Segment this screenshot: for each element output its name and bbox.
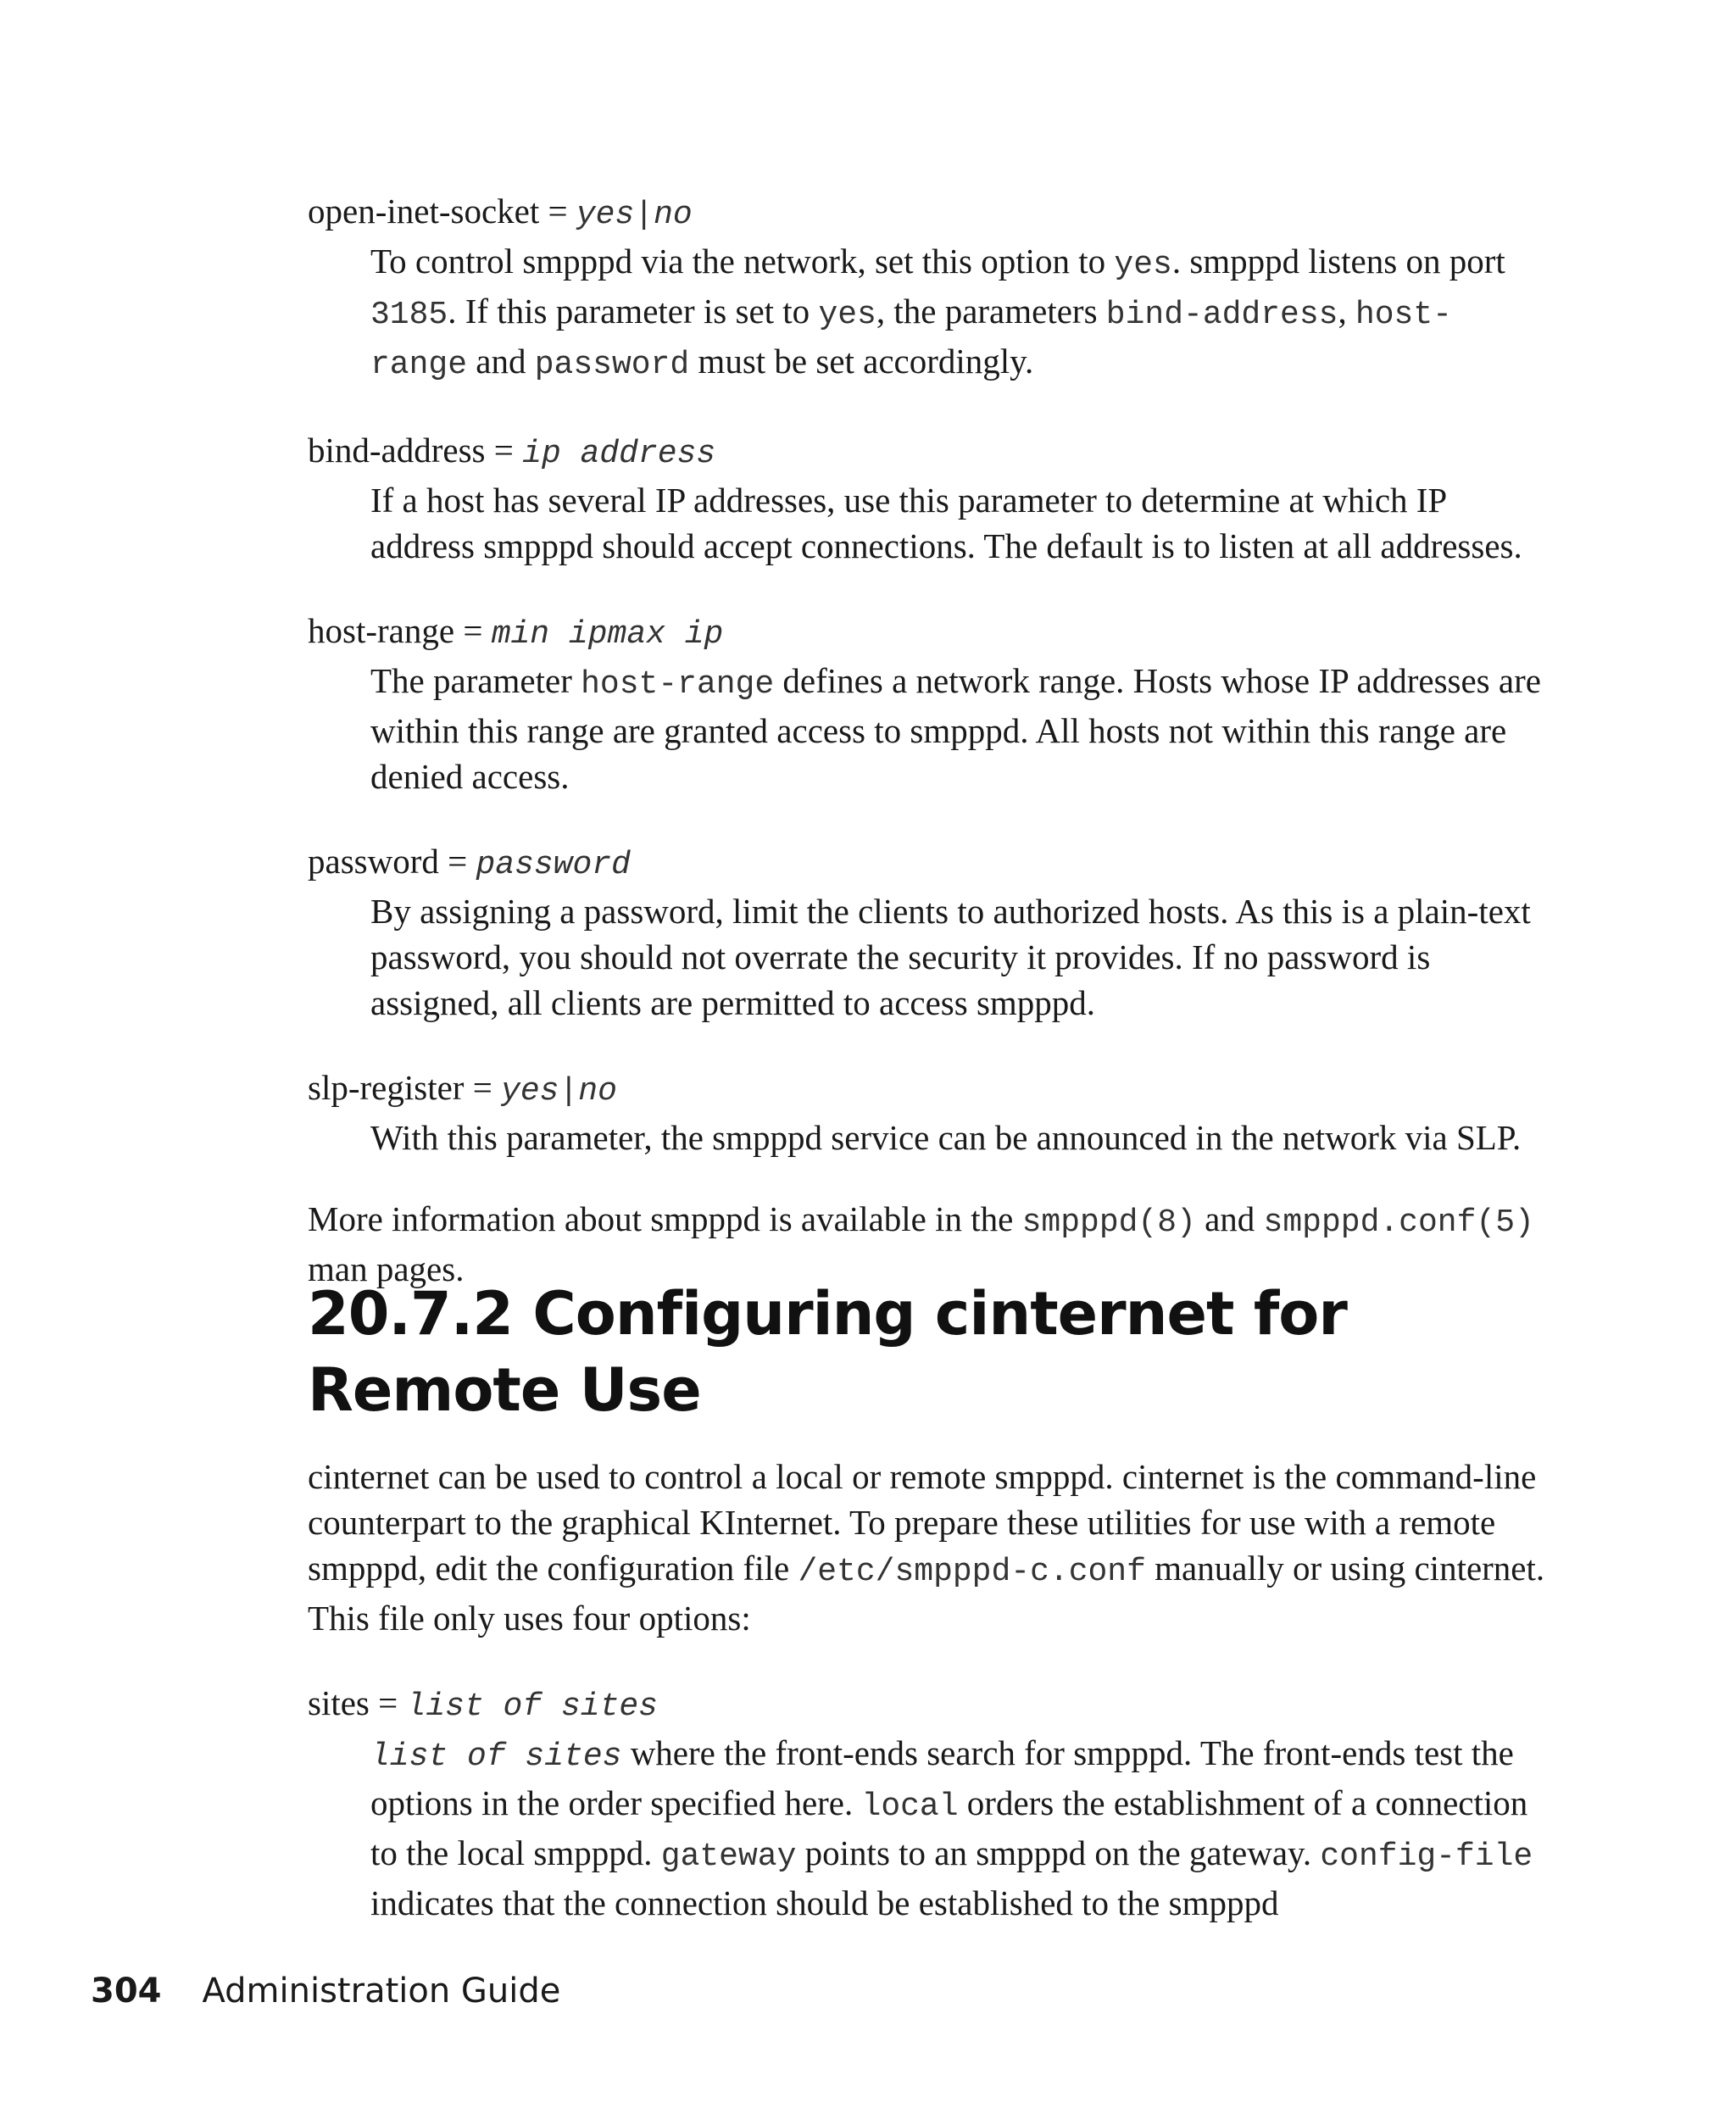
option-value: password bbox=[476, 847, 631, 883]
option-term bbox=[308, 1065, 1545, 1115]
equals-sign: = bbox=[485, 431, 523, 470]
page-footer bbox=[91, 1972, 560, 2011]
text-run: If a host has several IP addresses, use this parameter to determine at which IP address smpppd should accept connections. The default is to listen at all addresses. bbox=[370, 481, 1522, 565]
main-column bbox=[308, 188, 1545, 1292]
option-term bbox=[308, 838, 1545, 888]
equals-sign: = bbox=[539, 192, 576, 231]
text-run: More information about smpppd is available in the bbox=[308, 1199, 1022, 1238]
code-literal: bind-address bbox=[1105, 297, 1338, 333]
option-description bbox=[370, 238, 1545, 388]
code-literal: /etc/smpppd-c.conf bbox=[798, 1554, 1146, 1590]
text-run: and bbox=[1195, 1199, 1264, 1238]
text-run: With this parameter, the smpppd service can be announced in the network via SLP. bbox=[370, 1118, 1522, 1157]
option-value: ip address bbox=[522, 436, 716, 472]
code-literal: config-file bbox=[1320, 1838, 1533, 1875]
option-description bbox=[370, 1115, 1545, 1160]
text-run: must be set accordingly. bbox=[689, 342, 1034, 381]
option-name: open-inet-socket bbox=[308, 192, 540, 231]
option-name: slp-register bbox=[308, 1068, 465, 1107]
equals-sign: = bbox=[464, 1068, 502, 1107]
text-run: points to an smpppd on the gateway. bbox=[796, 1833, 1321, 1872]
code-literal: smpppd(8) bbox=[1021, 1204, 1196, 1241]
option-term bbox=[308, 608, 1545, 658]
option-value: yes|no bbox=[501, 1073, 617, 1110]
text-run: cinternet can be used to control a local or remote smpppd. cinternet is the command-line counterpart to the graphical KInternet. To prepare these utilities for use with a remote smpppd, edit the configuration file bbox=[308, 1457, 1537, 1588]
option-description bbox=[370, 1730, 1545, 1926]
code-literal: gateway bbox=[660, 1838, 797, 1875]
text-run: man pages. bbox=[308, 1249, 465, 1288]
option-host-range bbox=[308, 608, 1545, 799]
equals-sign: = bbox=[438, 842, 476, 881]
option-password bbox=[308, 838, 1545, 1026]
text-run: defines a network range. Hosts whose IP addresses are within this range are granted access to smpppd. All hosts not within this range are denied access. bbox=[370, 661, 1541, 796]
text-run: The parameter bbox=[370, 661, 581, 700]
intro-paragraph bbox=[308, 1454, 1545, 1641]
code-literal: yes bbox=[818, 297, 876, 333]
option-name: bind-address bbox=[308, 431, 486, 470]
code-literal: host-range bbox=[370, 297, 1452, 383]
text-run: To control smpppd via the network, set this option to bbox=[370, 242, 1115, 281]
option-description bbox=[370, 658, 1545, 799]
text-run: , the parameters bbox=[876, 292, 1106, 331]
option-sites bbox=[308, 1680, 1545, 1926]
text-run: indicates that the connection should be established to the smpppd bbox=[370, 1883, 1279, 1922]
text-run: orders the establishment of a connection to the local smpppd. bbox=[370, 1783, 1528, 1872]
option-bind-address bbox=[308, 427, 1545, 569]
option-description bbox=[370, 888, 1545, 1026]
option-value: yes|no bbox=[576, 197, 693, 233]
text-run: By assigning a password, limit the clients to authorized hosts. As this is a plain-text password, you should not overrate the security it provides. If no password is assigned, all clients are permitted to access smpppd. bbox=[370, 892, 1531, 1022]
code-literal: local bbox=[861, 1788, 959, 1825]
section-2 bbox=[308, 1276, 1545, 1926]
text-run: manually or using cinternet. This file only uses four options: bbox=[308, 1549, 1545, 1638]
option-open-inet-socket bbox=[308, 188, 1545, 388]
option-term bbox=[308, 1680, 1545, 1730]
code-literal: yes bbox=[1114, 247, 1172, 283]
option-term bbox=[308, 427, 1545, 477]
section-heading: 20.7.2 Configuring cinternet for Remote Use bbox=[308, 1279, 1347, 1425]
option-name: host-range bbox=[308, 611, 455, 650]
equals-sign: = bbox=[369, 1683, 407, 1722]
option-name: sites bbox=[308, 1683, 370, 1722]
option-value: list of sites bbox=[406, 1688, 658, 1725]
text-run: . If this parameter is set to bbox=[448, 292, 819, 331]
code-literal: smpppd.conf(5) bbox=[1263, 1204, 1534, 1241]
page-number: 304 bbox=[91, 1972, 162, 2011]
book-title: Administration Guide bbox=[202, 1972, 561, 2011]
text-run: . smpppd listens on port bbox=[1171, 242, 1505, 281]
code-literal: password bbox=[534, 347, 690, 383]
equals-sign: = bbox=[454, 611, 492, 650]
option-value: min ipmax ip bbox=[491, 616, 724, 653]
code-literal: host-range bbox=[581, 666, 775, 703]
option-name: password bbox=[308, 842, 439, 881]
text-run: , bbox=[1338, 292, 1355, 331]
option-description bbox=[370, 477, 1545, 569]
code-literal: 3185 bbox=[370, 297, 448, 333]
code-placeholder: list of sites bbox=[370, 1738, 622, 1775]
option-slp-register bbox=[308, 1065, 1545, 1160]
option-term bbox=[308, 188, 1545, 238]
text-run: where the front-ends search for smpppd. The front-ends test the options in the order specified here. bbox=[370, 1733, 1514, 1822]
text-run: and bbox=[467, 342, 535, 381]
